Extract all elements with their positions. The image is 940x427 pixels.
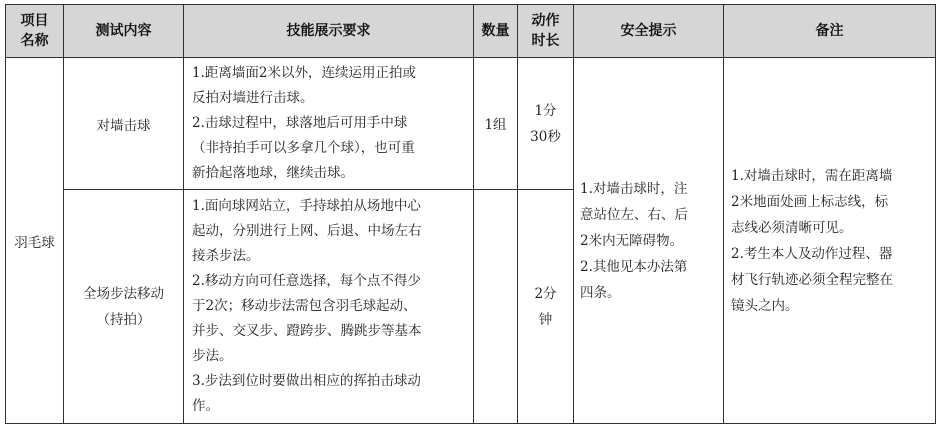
header-project-name — [6, 5, 64, 58]
requirements-cell — [184, 190, 474, 424]
requirement-line: 3.步法到位时要做出相应的挥拍击球动 — [192, 373, 421, 389]
requirement-line: 2.移动方向可任意选择，每个点不得少 — [192, 273, 421, 289]
requirement-line: 作。 — [192, 398, 219, 414]
header-notes: 备注 — [724, 5, 936, 58]
header-safety: 安全提示 — [574, 5, 724, 58]
notes-line: 2米地面处画上标志线，标 — [731, 193, 889, 210]
notes-line: 1.对墙击球时，需在距离墙 — [731, 167, 893, 184]
safety-line: 2.其他见本办法第 — [580, 258, 688, 275]
header-quantity: 数量 — [474, 5, 518, 58]
duration-line: 30秒 — [530, 128, 561, 145]
header-row — [6, 5, 936, 58]
header-duration — [518, 5, 574, 58]
requirement-line: 起动，分别进行上网、后退、中场左右 — [192, 223, 422, 239]
requirement-line: （非持拍手可以多拿几个球），也可重 — [192, 140, 415, 156]
content-line: （持拍） — [96, 311, 151, 328]
notes-line: 2.考生本人及动作过程、器 — [731, 245, 893, 262]
header-test-content: 测试内容 — [64, 5, 184, 58]
requirement-line: 2.击球过程中，球落地后可用手中球 — [192, 115, 408, 131]
duration-line: 钟 — [538, 311, 553, 328]
notes-cell — [724, 58, 936, 424]
content-line: 对墙击球 — [96, 117, 151, 134]
quantity-cell-empty — [474, 190, 518, 424]
notes-line: 材飞行轨迹必须全程完整在 — [731, 271, 893, 288]
requirement-line: 步法。 — [192, 348, 233, 364]
safety-line: 四条。 — [580, 284, 621, 301]
safety-line: 意站位左、右、后 — [580, 206, 688, 223]
notes-line: 镜头之内。 — [731, 297, 799, 314]
duration-line: 2分 — [534, 285, 557, 302]
requirement-line: 于2次；移动步法需包含羽毛球起动、 — [192, 298, 417, 314]
project-name-cell: 羽毛球 — [6, 58, 64, 424]
header-project-line1: 项目 — [20, 13, 49, 29]
requirement-line: 反拍对墙进行击球。 — [192, 90, 314, 106]
duration-cell — [518, 190, 574, 424]
duration-cell — [518, 58, 574, 190]
requirements-cell — [184, 58, 474, 190]
safety-cell — [574, 58, 724, 424]
duration-line: 1分 — [534, 102, 557, 119]
badminton-test-table — [5, 4, 936, 424]
requirement-line: 1.面向球网站立，手持球拍从场地中心 — [192, 198, 421, 214]
quantity-cell: 1组 — [474, 58, 518, 190]
requirement-line: 1.距离墙面2米以外，连续运用正拍或 — [192, 65, 416, 81]
table-row — [6, 58, 936, 190]
requirement-line: 新拾起落地球，继续击球。 — [192, 165, 354, 181]
requirement-line: 接杀步法。 — [192, 248, 260, 264]
test-content-cell — [64, 58, 184, 190]
header-requirements: 技能展示要求 — [184, 5, 474, 58]
requirement-line: 并步、交叉步、蹬跨步、腾跳步等基本 — [192, 323, 422, 339]
safety-line: 1.对墙击球时，注 — [580, 180, 688, 197]
notes-line: 志线必须清晰可见。 — [731, 219, 853, 236]
header-duration-line1: 动作 — [531, 13, 560, 29]
test-content-cell — [64, 190, 184, 424]
header-duration-line2: 时长 — [531, 33, 560, 49]
content-line: 全场步法移动 — [83, 285, 164, 302]
header-project-line2: 名称 — [20, 33, 49, 49]
safety-line: 2米内无障碍物。 — [580, 232, 684, 249]
